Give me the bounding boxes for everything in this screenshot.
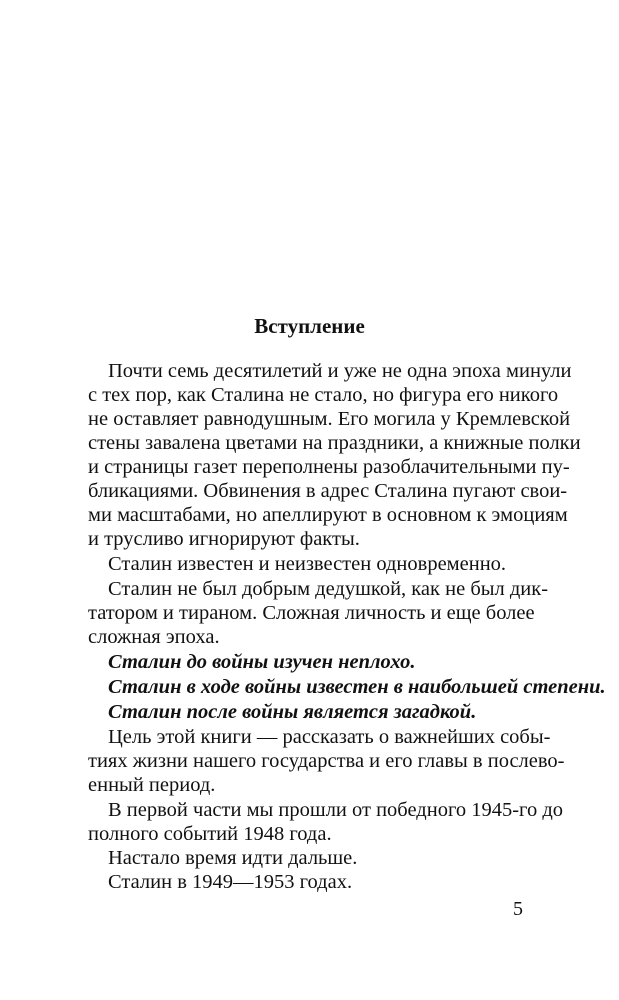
text-line: Почти семь десятилетий и уже не одна эпоха минули	[108, 360, 572, 382]
text-line: полного событий 1948 года.	[88, 823, 332, 845]
text-line: бликациями. Обвинения в адрес Сталина пугают свои-	[88, 480, 568, 502]
page-number: 5	[513, 898, 523, 920]
text-line: Цель этой книги — рассказать о важнейших собы-	[108, 726, 551, 748]
text-line: и страницы газет переполнены разоблачительными пу-	[88, 456, 570, 478]
emphasis-line: Сталин до войны изучен неплохо.	[108, 651, 416, 673]
text-line: Сталин известен и неизвестен одновременно.	[108, 553, 507, 575]
text-line: ми масштабами, но апеллируют в основном к эмоциям	[88, 504, 568, 526]
text-line: татором и тираном. Сложная личность и еще более	[88, 602, 535, 624]
text-line: енный период.	[88, 774, 216, 796]
text-line: не оставляет равнодушным. Его могила у Кремлевской	[88, 408, 571, 430]
text-line: Сталин не был добрым дедушкой, как не был дик-	[108, 578, 549, 600]
text-line: Настало время идти дальше.	[108, 847, 358, 869]
text-line: В первой части мы прошли от победного 1945-го до	[108, 799, 563, 821]
emphasis-line: Сталин в ходе войны известен в наибольшей степени.	[108, 676, 606, 698]
emphasis-line: Сталин после войны является загадкой.	[108, 701, 477, 723]
text-line: стены завалена цветами на праздники, а книжные полки	[88, 432, 581, 454]
text-line: Сталин в 1949—1953 годах.	[108, 871, 353, 893]
chapter-heading: Вступление	[254, 314, 365, 338]
text-line: сложная эпоха.	[88, 626, 220, 648]
text-line: с тех пор, как Сталина не стало, но фигура его никого	[88, 384, 559, 406]
text-line: и трусливо игнорируют факты.	[88, 528, 360, 550]
text-line: тиях жизни нашего государства и его главы в послево-	[88, 750, 565, 772]
